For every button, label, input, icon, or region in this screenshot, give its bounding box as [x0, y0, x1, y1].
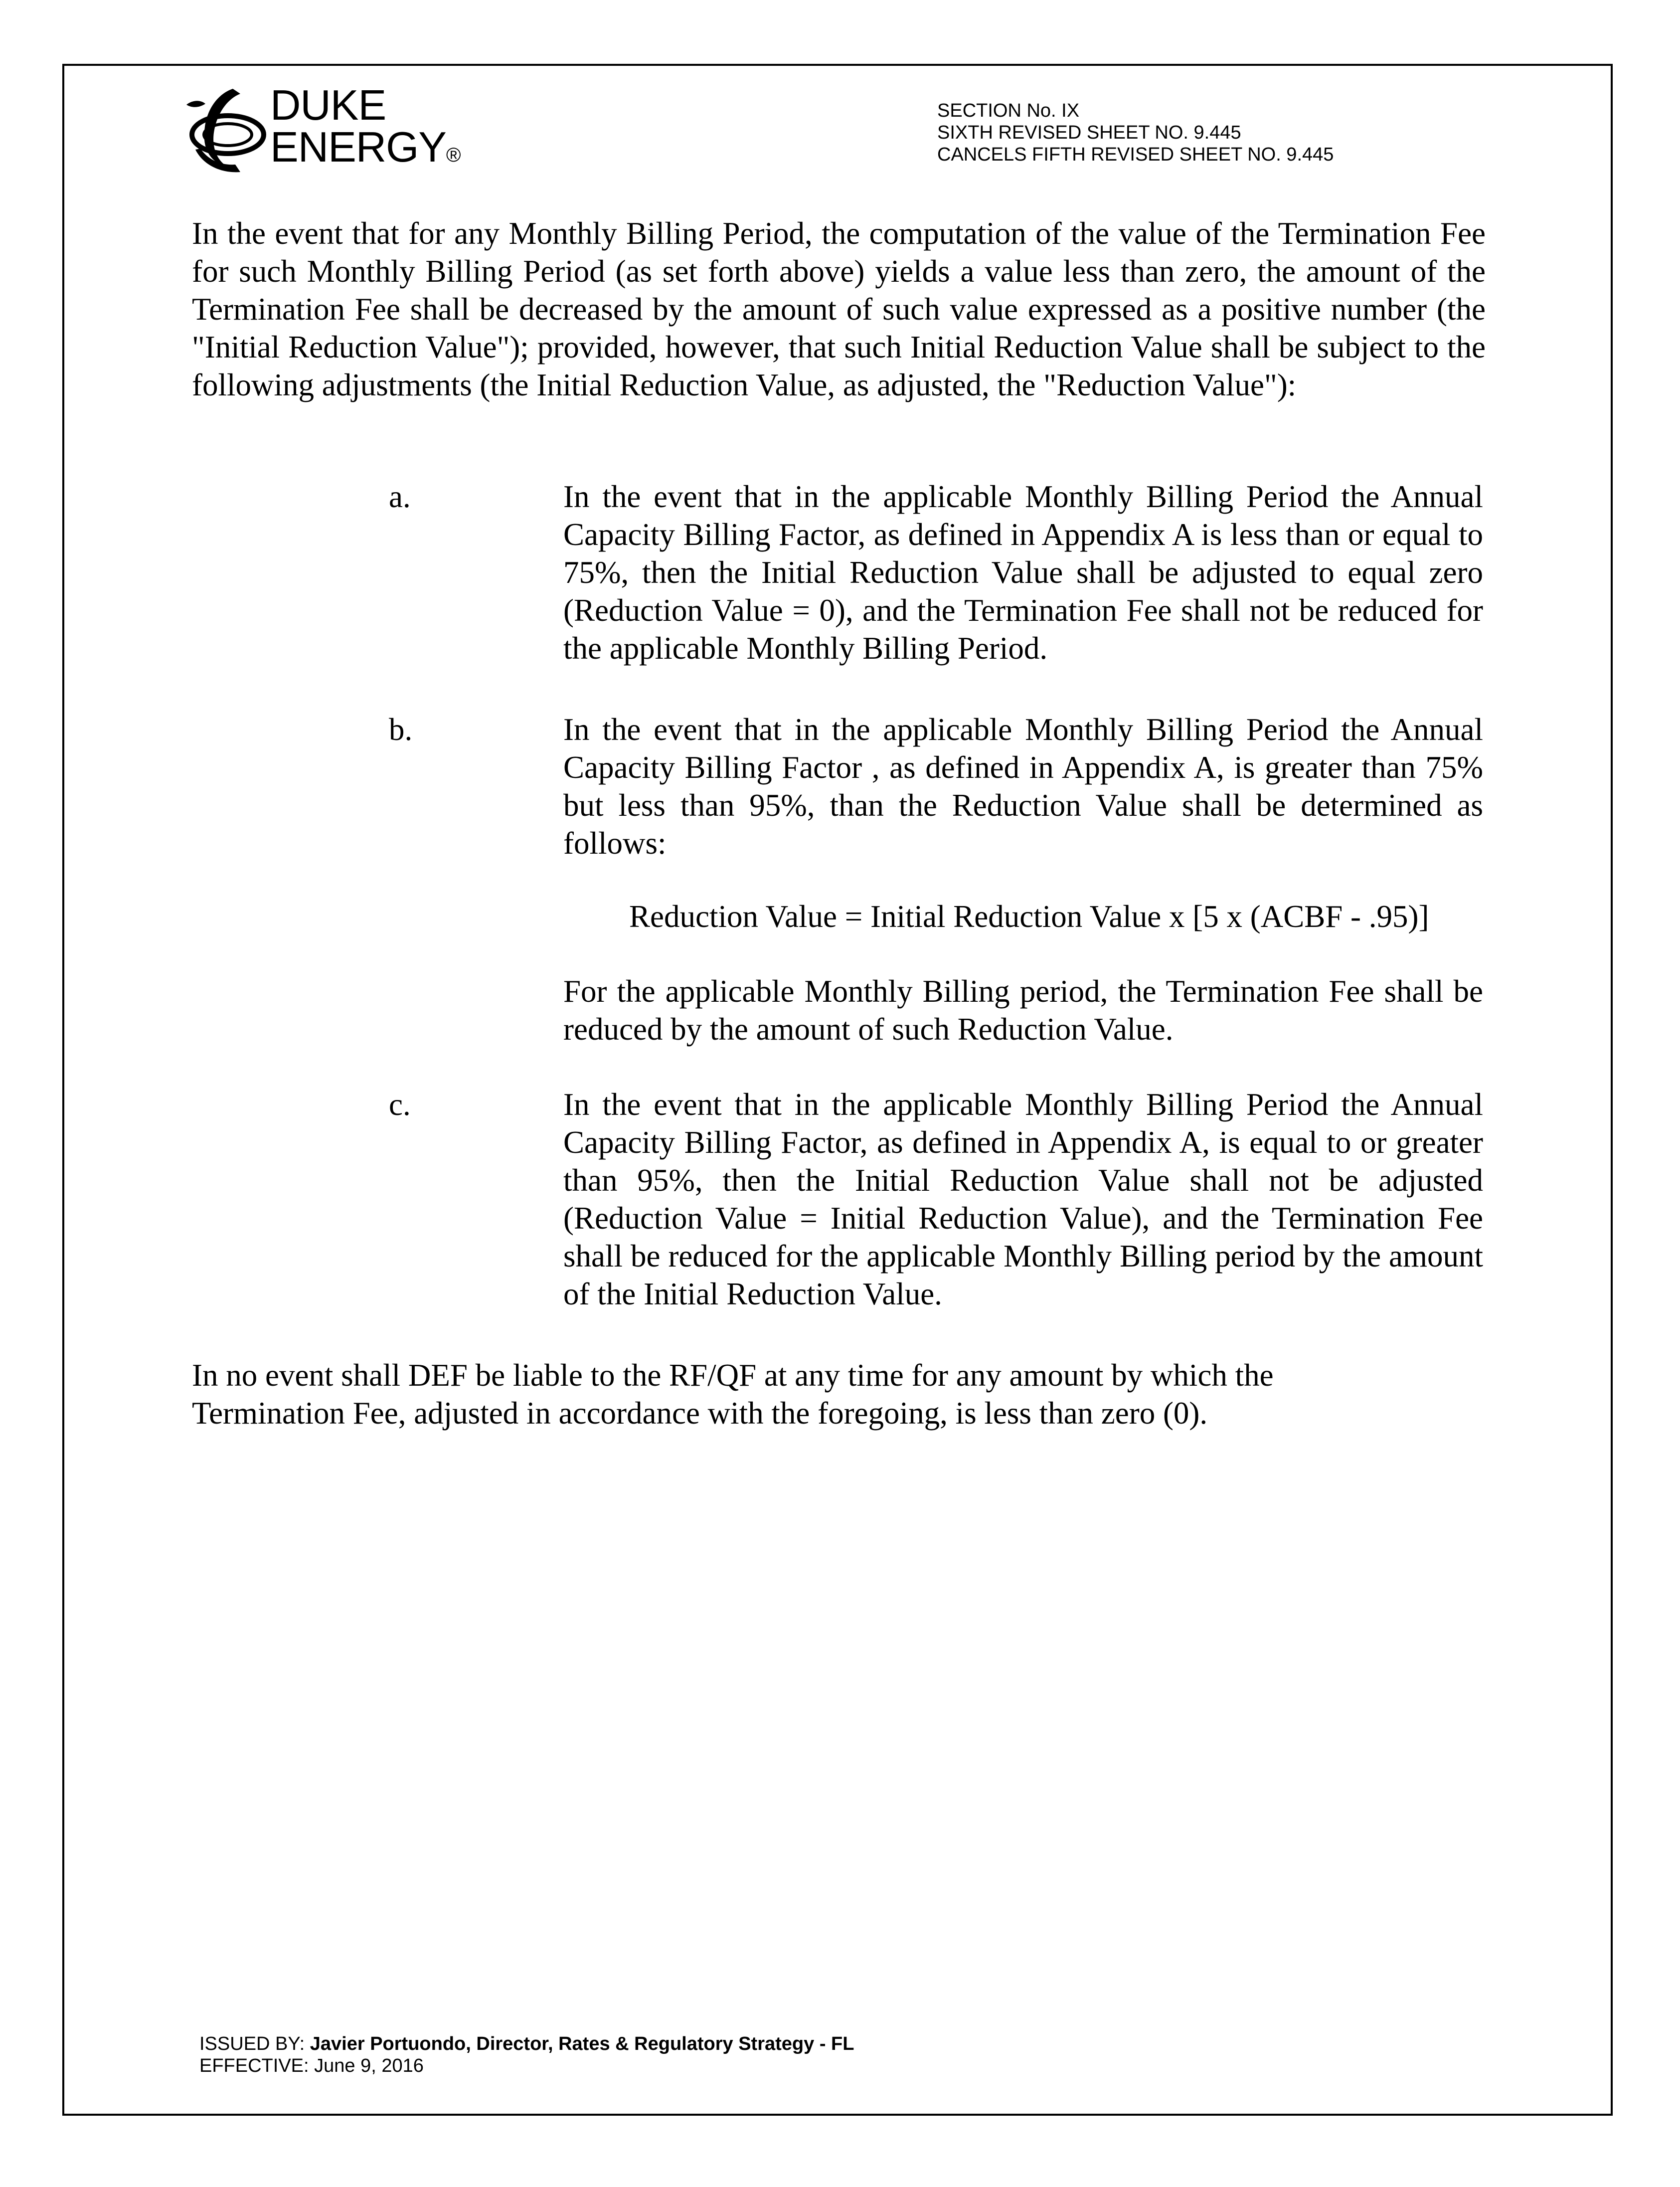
issued-by-line [199, 2033, 854, 2055]
duke-energy-logo-icon [180, 85, 268, 180]
reduction-formula: Reduction Value = Initial Reduction Value x [5 x (ACBF - .95)] [629, 899, 1429, 934]
effective-line [199, 2055, 854, 2077]
item-b-label: b. [389, 712, 413, 747]
sheet-footer [199, 2033, 854, 2077]
issued-by-label: ISSUED BY: [199, 2033, 305, 2054]
logo-line-energy-text: ENERGY [270, 124, 446, 171]
item-b-text: In the event that in the applicable Monthly Billing Period the Annual Capacity Billing Factor , as defined in Appendix A, is greater than 75% but less than 95%, than the Reduction Value shall be determined as follows: [563, 712, 1483, 861]
closing-paragraph: In no event shall DEF be liable to the RF/QF at any time for any amount by which the Termination Fee, adjusted in accordance with the foregoing, is less than zero (0). [192, 1358, 1274, 1431]
cancels-sheet: CANCELS FIFTH REVISED SHEET NO. 9.445 [937, 144, 1334, 165]
logo-line-energy [270, 124, 461, 176]
issued-by-value: Javier Portuondo, Director, Rates & Regulatory Strategy - FL [310, 2033, 854, 2054]
section-number: SECTION No. IX [937, 100, 1080, 121]
item-c-text: In the event that in the applicable Monthly Billing Period the Annual Capacity Billing Factor, as defined in Appendix A, is equal to or greater than 95%, then the Initial Reduction Value shall not be adjusted (Reduction Value = Initial Reduction Value), and the Termination Fee shall be reduced for the applicable Monthly Billing period by the amount of the Initial Reduction Value. [563, 1087, 1483, 1311]
item-a-label: a. [389, 479, 411, 514]
logo-wordmark [270, 82, 461, 176]
intro-paragraph: In the event that for any Monthly Billing Period, the computation of the value of the Termination Fee for such Monthly Billing Period (as set forth above) yields a value less than zero, the amount of the Termination Fee shall be decreased by the amount of such value expressed as a positive number (the "Initial Reduction Value"); provided, however, that such Initial Reduction Value shall be subject to the following adjustments (the Initial Reduction Value, as adjusted, the "Reduction Value"): [192, 216, 1486, 402]
item-a-text: In the event that in the applicable Monthly Billing Period the Annual Capacity Billing Factor, as defined in Appendix A is less than or equal to 75%, then the Initial Reduction Value shall be adjusted to equal zero (Reduction Value = 0), and the Termination Fee shall not be reduced for the applicable Monthly Billing Period. [563, 479, 1483, 666]
effective-label: EFFECTIVE: [199, 2055, 309, 2076]
effective-value: June 9, 2016 [314, 2055, 424, 2076]
sheet-header [937, 100, 1334, 166]
registered-mark: ® [446, 144, 461, 166]
sheet-number: SIXTH REVISED SHEET NO. 9.445 [937, 122, 1241, 143]
item-b-followup: For the applicable Monthly Billing period, the Termination Fee shall be reduced by the amount of such Reduction Value. [563, 974, 1483, 1047]
company-logo [180, 82, 480, 180]
item-c-label: c. [389, 1087, 411, 1122]
logo-line-duke: DUKE [270, 82, 386, 129]
